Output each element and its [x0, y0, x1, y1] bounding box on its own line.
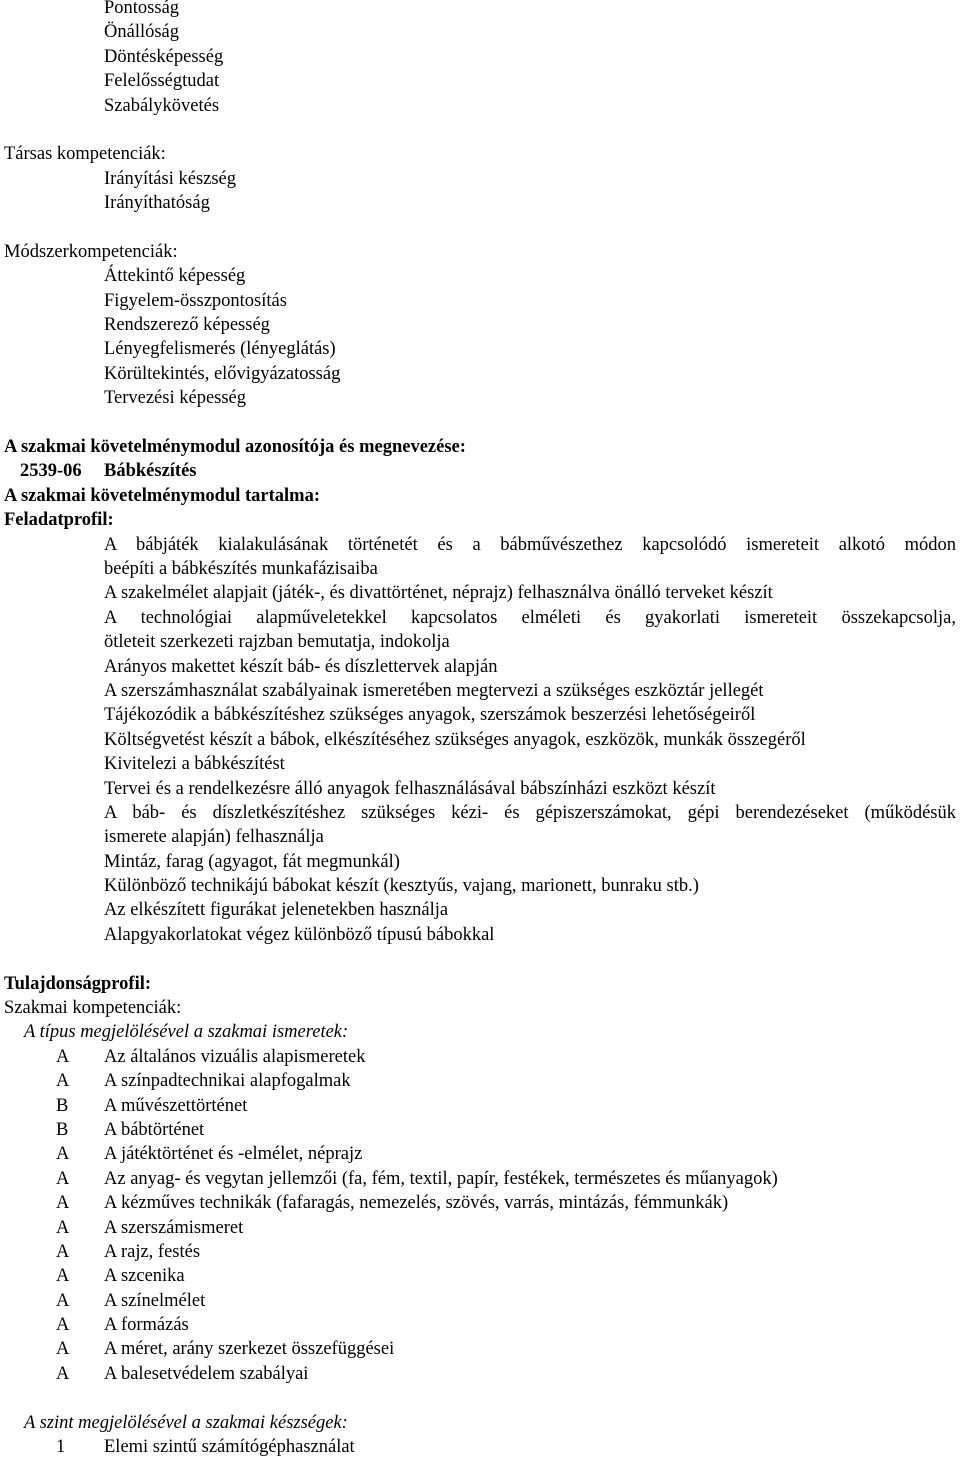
spacer — [0, 947, 960, 971]
list-item: Irányíthatóság — [104, 193, 210, 214]
knowledge-row — [0, 1240, 960, 1264]
task-item: A technológiai alapműveletekkel kapcsolatos elméleti és gyakorlati ismereteit összekapcsolja, — [104, 607, 956, 628]
module-name: Bábkészítés — [104, 461, 197, 482]
list-item: Rendszerező képesség — [104, 315, 270, 336]
task-list — [0, 533, 960, 948]
skill-level-heading: A szint megjelölésével a szakmai készségek: — [24, 1412, 348, 1433]
spacer — [0, 216, 960, 240]
spacer — [0, 411, 960, 435]
task-item: Különböző technikájú bábokat készít (kesztyűs, vajang, marionett, bunraku stb.) — [104, 876, 699, 897]
knowledge-text: Az általános vizuális alapismeretek — [104, 1046, 366, 1067]
task-item: A bábjáték kialakulásának történetét és a bábművészethez kapcsolódó ismereteit alkotó módon — [104, 534, 956, 555]
task-item: Alapgyakorlatokat végez különböző típusú bábokkal — [104, 924, 495, 945]
knowledge-row — [0, 1167, 960, 1191]
social-competency-section — [0, 142, 960, 215]
list-item: Figyelem-összpontosítás — [104, 290, 287, 311]
knowledge-text: A balesetvédelem szabályai — [104, 1363, 309, 1384]
knowledge-text: A kézműves technikák (fafaragás, nemezelés, szövés, varrás, mintázás, fémmunkák) — [104, 1193, 729, 1214]
knowledge-row — [0, 1289, 960, 1313]
module-id: 2539-06 — [20, 461, 82, 482]
type-code: A — [56, 1217, 70, 1238]
list-item: Döntésképesség — [104, 46, 224, 67]
list-item: Felelősségtudat — [104, 71, 220, 92]
knowledge-row — [0, 1142, 960, 1166]
property-profile-section — [0, 972, 960, 1460]
skill-list — [0, 1435, 960, 1459]
section-heading: Módszerkompetenciák: — [4, 241, 178, 262]
personal-competency-list — [0, 0, 960, 118]
list-item: Körültekintés, elővigyázatosság — [104, 363, 341, 384]
knowledge-text: A formázás — [104, 1315, 189, 1336]
type-code: A — [56, 1071, 70, 1092]
knowledge-row — [0, 1362, 960, 1386]
type-code: A — [56, 1168, 70, 1189]
knowledge-text: A játéktörténet és -elmélet, néprajz — [104, 1144, 363, 1165]
type-code: B — [56, 1095, 69, 1116]
type-code: B — [56, 1119, 69, 1140]
task-item-continued: ötleteit szerkezeti rajzban bemutatja, indokolja — [104, 632, 450, 653]
task-item: Tájékozódik a bábkészítéshez szükséges anyagok, szerszámok beszerzési lehetőségeiről — [104, 705, 756, 726]
knowledge-list — [0, 1045, 960, 1386]
task-item: A szerszámhasználat szabályainak ismeretében megtervezi a szükséges eszköztár jellegét — [104, 680, 764, 701]
level-code: 1 — [56, 1437, 66, 1458]
task-item-continued: beépíti a bábkészítés munkafázisaiba — [104, 558, 378, 579]
method-competency-section — [0, 240, 960, 411]
type-code: A — [56, 1363, 70, 1384]
knowledge-text: A színpadtechnikai alapfogalmak — [104, 1071, 351, 1092]
type-code: A — [56, 1266, 70, 1287]
task-item: Az elkészített figurákat jelenetekben használja — [104, 900, 449, 921]
task-item: Arányos makettet készít báb- és díszlettervek alapján — [104, 656, 498, 677]
task-profile-heading: Feladatprofil: — [4, 510, 114, 531]
knowledge-row — [0, 1191, 960, 1215]
skill-row — [0, 1435, 960, 1459]
task-item: A báb- és díszletkészítéshez szükséges kézi- és gépiszerszámokat, gépi berendezéseket (működésük — [104, 802, 956, 823]
knowledge-text: A színelmélet — [104, 1290, 206, 1311]
list-item: Áttekintő képesség — [104, 266, 246, 287]
knowledge-type-heading: A típus megjelölésével a szakmai ismeretek: — [24, 1022, 349, 1043]
spacer — [0, 1386, 960, 1410]
module-content-heading: A szakmai követelménymodul tartalma: — [4, 485, 321, 506]
task-item-continued: ismerete alapján) felhasználja — [104, 827, 324, 848]
knowledge-text: A művészettörténet — [104, 1095, 248, 1116]
list-item: Szabálykövetés — [104, 95, 220, 116]
knowledge-row — [0, 1094, 960, 1118]
list-item: Irányítási készség — [104, 168, 237, 189]
task-item: Költségvetést készít a bábok, elkészítéséhez szükséges anyagok, eszközök, munkák összegéről — [104, 729, 806, 750]
task-item: Mintáz, farag (agyagot, fát megmunkál) — [104, 851, 400, 872]
list-item: Tervezési képesség — [104, 388, 247, 409]
skill-text: Elemi szintű számítógéphasználat — [104, 1437, 355, 1458]
task-item: A szakelmélet alapjait (játék-, és divattörténet, néprajz) felhasználva önálló terveket készít — [104, 583, 773, 604]
professional-competency-heading: Szakmai kompetenciák: — [4, 998, 182, 1019]
knowledge-row — [0, 1313, 960, 1337]
property-profile-heading: Tulajdonságprofil: — [4, 973, 152, 994]
knowledge-row — [0, 1118, 960, 1142]
knowledge-row — [0, 1264, 960, 1288]
knowledge-row — [0, 1069, 960, 1093]
knowledge-row — [0, 1216, 960, 1240]
spacer — [0, 118, 960, 142]
type-code: A — [56, 1144, 70, 1165]
knowledge-text: Az anyag- és vegytan jellemzői (fa, fém, textil, papír, festékek, természetes és műanyagok) — [104, 1168, 778, 1189]
module-id-heading: A szakmai követelménymodul azonosítója és megnevezése: — [4, 437, 466, 458]
knowledge-row — [0, 1337, 960, 1361]
knowledge-text: A szerszámismeret — [104, 1217, 244, 1238]
task-item: Tervei és a rendelkezésre álló anyagok felhasználásával bábszínházi eszközt készít — [104, 778, 716, 799]
task-item: Kivitelezi a bábkészítést — [104, 754, 285, 775]
list-item: Lényegfelismerés (lényeglátás) — [104, 339, 336, 360]
type-code: A — [56, 1290, 70, 1311]
type-code: A — [56, 1339, 70, 1360]
knowledge-text: A méret, arány szerkezet összefüggései — [104, 1339, 395, 1360]
type-code: A — [56, 1193, 70, 1214]
list-item: Pontosság — [104, 0, 180, 18]
knowledge-text: A bábtörténet — [104, 1119, 205, 1140]
type-code: A — [56, 1315, 70, 1336]
knowledge-text: A rajz, festés — [104, 1241, 201, 1262]
knowledge-text: A szcenika — [104, 1266, 185, 1287]
section-heading: Társas kompetenciák: — [4, 144, 166, 165]
type-code: A — [56, 1241, 70, 1262]
module-section — [0, 435, 960, 533]
type-code: A — [56, 1046, 70, 1067]
module-id-row — [0, 459, 960, 483]
list-item: Önállóság — [104, 22, 180, 43]
knowledge-row — [0, 1045, 960, 1069]
